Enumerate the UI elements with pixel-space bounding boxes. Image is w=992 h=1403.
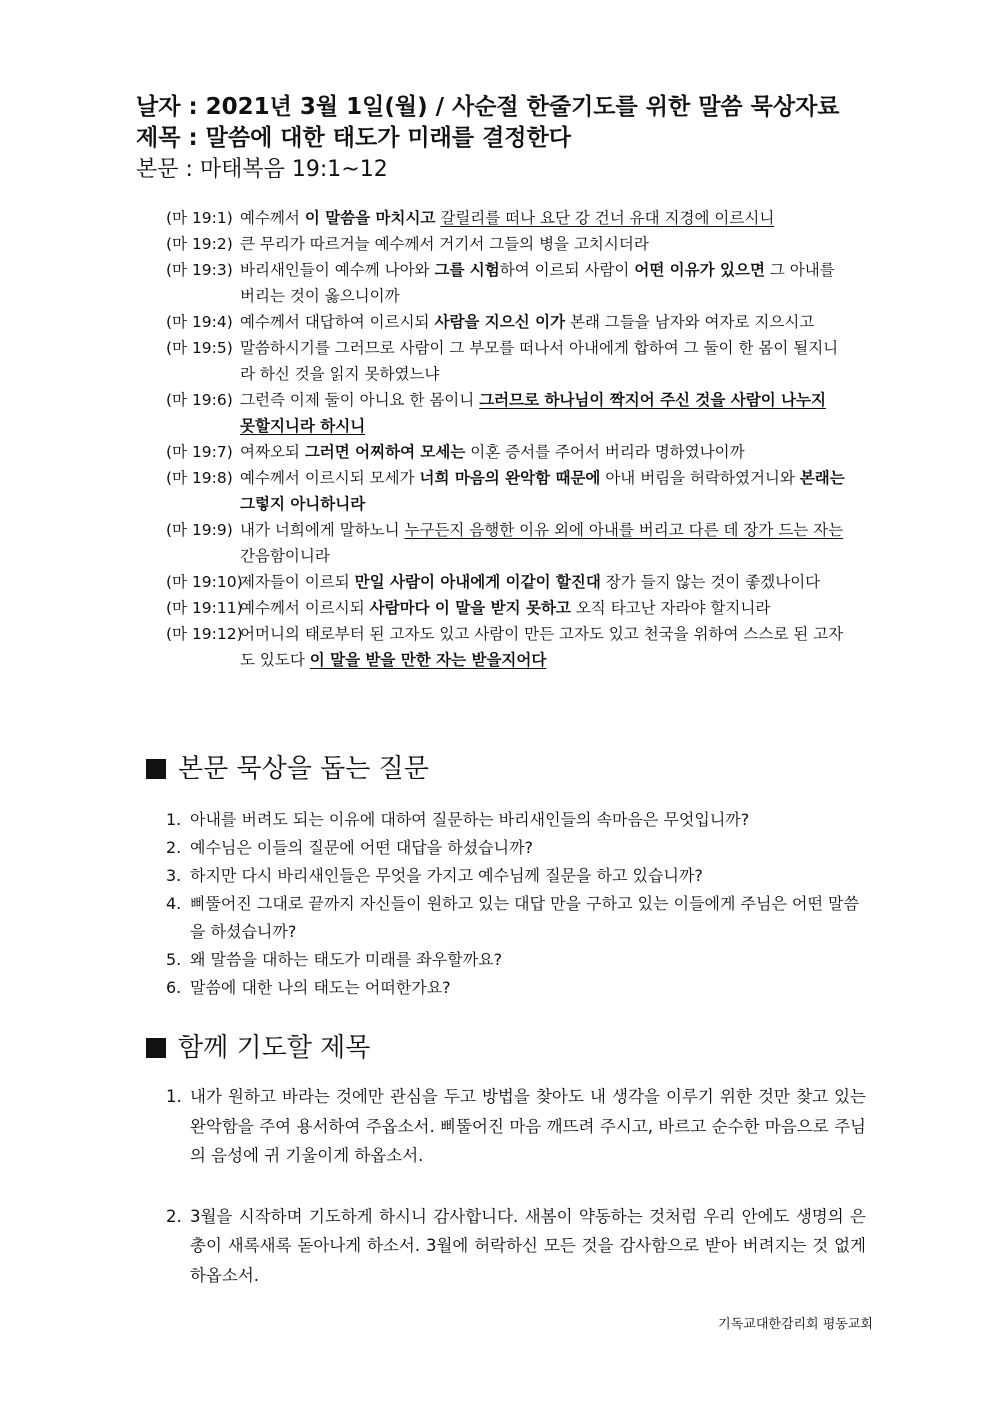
black-square-icon	[146, 759, 166, 779]
verse-segment: 이 말씀을 마치시고	[304, 209, 436, 227]
questions-title: 본문 묵상을 돕는 질문	[178, 754, 429, 784]
scripture-line: 본문 : 마태복음 19:1~12	[136, 157, 388, 182]
verse-item	[166, 387, 846, 439]
church-name: 기독교대한감리회 평동교회	[718, 1317, 873, 1332]
verse-ref: (마 19:1)	[166, 209, 233, 227]
document-header	[136, 92, 896, 185]
item-number: 5.	[166, 950, 182, 969]
verse-item	[166, 621, 846, 673]
item-number: 2.	[166, 1206, 182, 1226]
question-item	[166, 862, 866, 890]
question-item	[166, 890, 866, 946]
item-number: 4.	[166, 894, 182, 913]
verse-ref: (마 19:6)	[166, 391, 233, 409]
verse-ref: (마 19:11)	[166, 599, 243, 617]
question-item	[166, 974, 866, 1002]
verse-text	[240, 573, 820, 591]
verse-text	[240, 469, 845, 513]
verse-text	[240, 235, 649, 253]
question-item	[166, 946, 866, 974]
item-number: 1.	[166, 1087, 182, 1106]
verse-segment: 본래 그들을 남자와 여자로 지으시고	[565, 313, 815, 331]
verse-item	[166, 595, 846, 621]
verse-ref: (마 19:8)	[166, 469, 233, 487]
verse-ref: (마 19:5)	[166, 339, 233, 357]
item-text: 3월을 시작하며 기도하게 하시니 감사합니다. 새봄이 약동하는 것처럼 우리 안에도 생명의 은총이 새록새록 돋아나게 하소서. 3월에 허락하신 모든 것을 감사함으로 받아 버려지는 것 없게 하옵소서.	[190, 1206, 866, 1285]
verse-item	[166, 335, 846, 387]
verse-text	[240, 391, 826, 435]
verse-ref: (마 19:7)	[166, 443, 233, 461]
item-text: 말씀에 대한 나의 태도는 어떠한가요?	[190, 978, 451, 997]
black-square-icon	[146, 1038, 166, 1058]
verse-ref: (마 19:9)	[166, 521, 233, 539]
date-line: 날자 : 2021년 3월 1일(월) / 사순절 한줄기도를 위한 말씀 묵상자료	[136, 94, 840, 120]
prayers-heading	[146, 1031, 370, 1065]
verse-segment: 그러므로 하나님이 짝지어 주신 것을 사람이 나누지 못할지니라 하시니	[240, 391, 826, 435]
verse-segment: 아내 버림을 허락하였거니와	[600, 469, 800, 487]
item-text: 내가 원하고 바라는 것에만 관심을 두고 방법을 찾아도 내 생각을 이루기 위한 것만 찾고 있는 완악함을 주여 용서하여 주옵소서. 삐뚤어진 마음 깨뜨려 주시고, 바르고 순수한 마음으로 주님의 음성에 귀 기울이게 하옵소서.	[190, 1087, 866, 1165]
item-text: 삐뚤어진 그대로 끝까지 자신들이 원하고 있는 대답 만을 구하고 있는 이들에게 주님은 어떤 말씀을 하셨습니까?	[190, 894, 859, 941]
verse-segment: 만일 사람이 아내에게 이같이 할진대	[354, 573, 601, 591]
question-item	[166, 834, 866, 862]
prayers-title: 함께 기도할 제목	[178, 1033, 371, 1063]
verse-segment: 본래는 그렇지 아니하니라	[240, 469, 845, 513]
verse-ref: (마 19:4)	[166, 313, 233, 331]
verse-segment: 예수께서	[240, 209, 305, 227]
prayer-item	[166, 1202, 866, 1291]
verse-segment: 누구든지 음행한 이유 외에 아내를 버리고 다른 데 장가 드는 자는	[404, 521, 844, 539]
verse-segment: 예수께서 이르시되	[240, 599, 370, 617]
verse-ref: (마 19:12)	[166, 625, 243, 643]
question-item	[166, 806, 866, 834]
prayer-item	[166, 1082, 866, 1171]
verse-text	[240, 261, 835, 305]
verse-list	[166, 205, 846, 673]
item-number: 6.	[166, 978, 182, 997]
verse-segment: 어머니의 태로부터 된 고자도 있고 사람이 만든 고자도 있고 천국을 위하여 스스로 된 고자도 있도다	[240, 625, 844, 669]
verse-segment: 제자들이 이르되	[240, 573, 355, 591]
verse-item	[166, 205, 846, 231]
verse-segment: 그를 시험	[434, 261, 500, 279]
prayer-list	[166, 1082, 866, 1290]
verse-segment: 그 아내를 버리는 것이 옳으니이까	[240, 261, 835, 305]
verse-item	[166, 439, 846, 465]
verse-ref: (마 19:2)	[166, 235, 233, 253]
verse-ref: (마 19:3)	[166, 261, 233, 279]
verse-segment: 갈릴리를 떠나 요단 강 건너 유대 지경에 이르시니	[440, 209, 775, 227]
item-number: 1.	[166, 810, 182, 829]
verse-item	[166, 569, 846, 595]
verse-ref: (마 19:10)	[166, 573, 243, 591]
verse-text	[240, 339, 838, 383]
verse-segment: 여짜오되	[240, 443, 305, 461]
verse-text	[240, 521, 843, 565]
verse-segment: 그러면 어찌하여 모세는	[304, 443, 466, 461]
title-line: 제목 : 말씀에 대한 태도가 미래를 결정한다	[136, 125, 571, 151]
verse-segment: 사람마다 이 말을 받지 못하고	[369, 599, 571, 617]
item-text: 하지만 다시 바리새인들은 무엇을 가지고 예수님께 질문을 하고 있습니까?	[190, 866, 703, 885]
item-text: 왜 말씀을 대하는 태도가 미래를 좌우할까요?	[190, 950, 503, 969]
verse-segment: 큰 무리가 따르거늘 예수께서 거기서 그들의 병을 고치시더라	[240, 235, 649, 253]
verse-item	[166, 465, 846, 517]
verse-segment: 장가 들지 않는 것이 좋겠나이다	[600, 573, 821, 591]
item-number: 3.	[166, 866, 182, 885]
verse-segment: 그런즉 이제 둘이 아니요 한 몸이니	[240, 391, 480, 409]
question-list	[166, 806, 866, 1002]
verse-segment: 하여 이르되 사람이	[499, 261, 635, 279]
verse-item	[166, 231, 846, 257]
item-text: 예수님은 이들의 질문에 어떤 대답을 하셨습니까?	[190, 838, 534, 857]
verse-segment: 이혼 증서를 주어서 버리라 명하였나이까	[465, 443, 745, 461]
verse-segment: 예수께서 대답하여 이르시되	[240, 313, 435, 331]
verse-segment: 간음함이니라	[240, 547, 330, 565]
verse-segment: 바리새인들이 예수께 나아와	[240, 261, 435, 279]
verse-item	[166, 517, 846, 569]
questions-heading	[146, 752, 429, 786]
verse-item	[166, 257, 846, 309]
verse-segment: 어떤 이유가 있으면	[634, 261, 765, 279]
verse-text	[240, 313, 814, 331]
verse-segment: 말씀하시기를 그러므로 사람이 그 부모를 떠나서 아내에게 합하여 그 둘이 한 몸이 될지니라 하신 것을 읽지 못하였느냐	[240, 339, 839, 383]
verse-text	[240, 209, 774, 227]
verse-segment: 너희 마음의 완악함 때문에	[419, 469, 601, 487]
item-text: 아내를 버려도 되는 이유에 대하여 질문하는 바리새인들의 속마음은 무엇입니까?	[190, 810, 750, 829]
verse-text	[240, 443, 745, 461]
verse-text	[240, 599, 770, 617]
verse-text	[240, 625, 843, 669]
verse-segment: 이 말을 받을 만한 자는 받을지어다	[309, 651, 547, 669]
item-number: 2.	[166, 838, 182, 857]
verse-segment: 사람을 지으신 이가	[434, 313, 566, 331]
verse-item	[166, 309, 846, 335]
verse-segment: 내가 너희에게 말하노니	[240, 521, 405, 539]
verse-segment: 예수께서 이르시되 모세가	[240, 469, 420, 487]
verse-segment: 오직 타고난 자라야 할지니라	[570, 599, 771, 617]
